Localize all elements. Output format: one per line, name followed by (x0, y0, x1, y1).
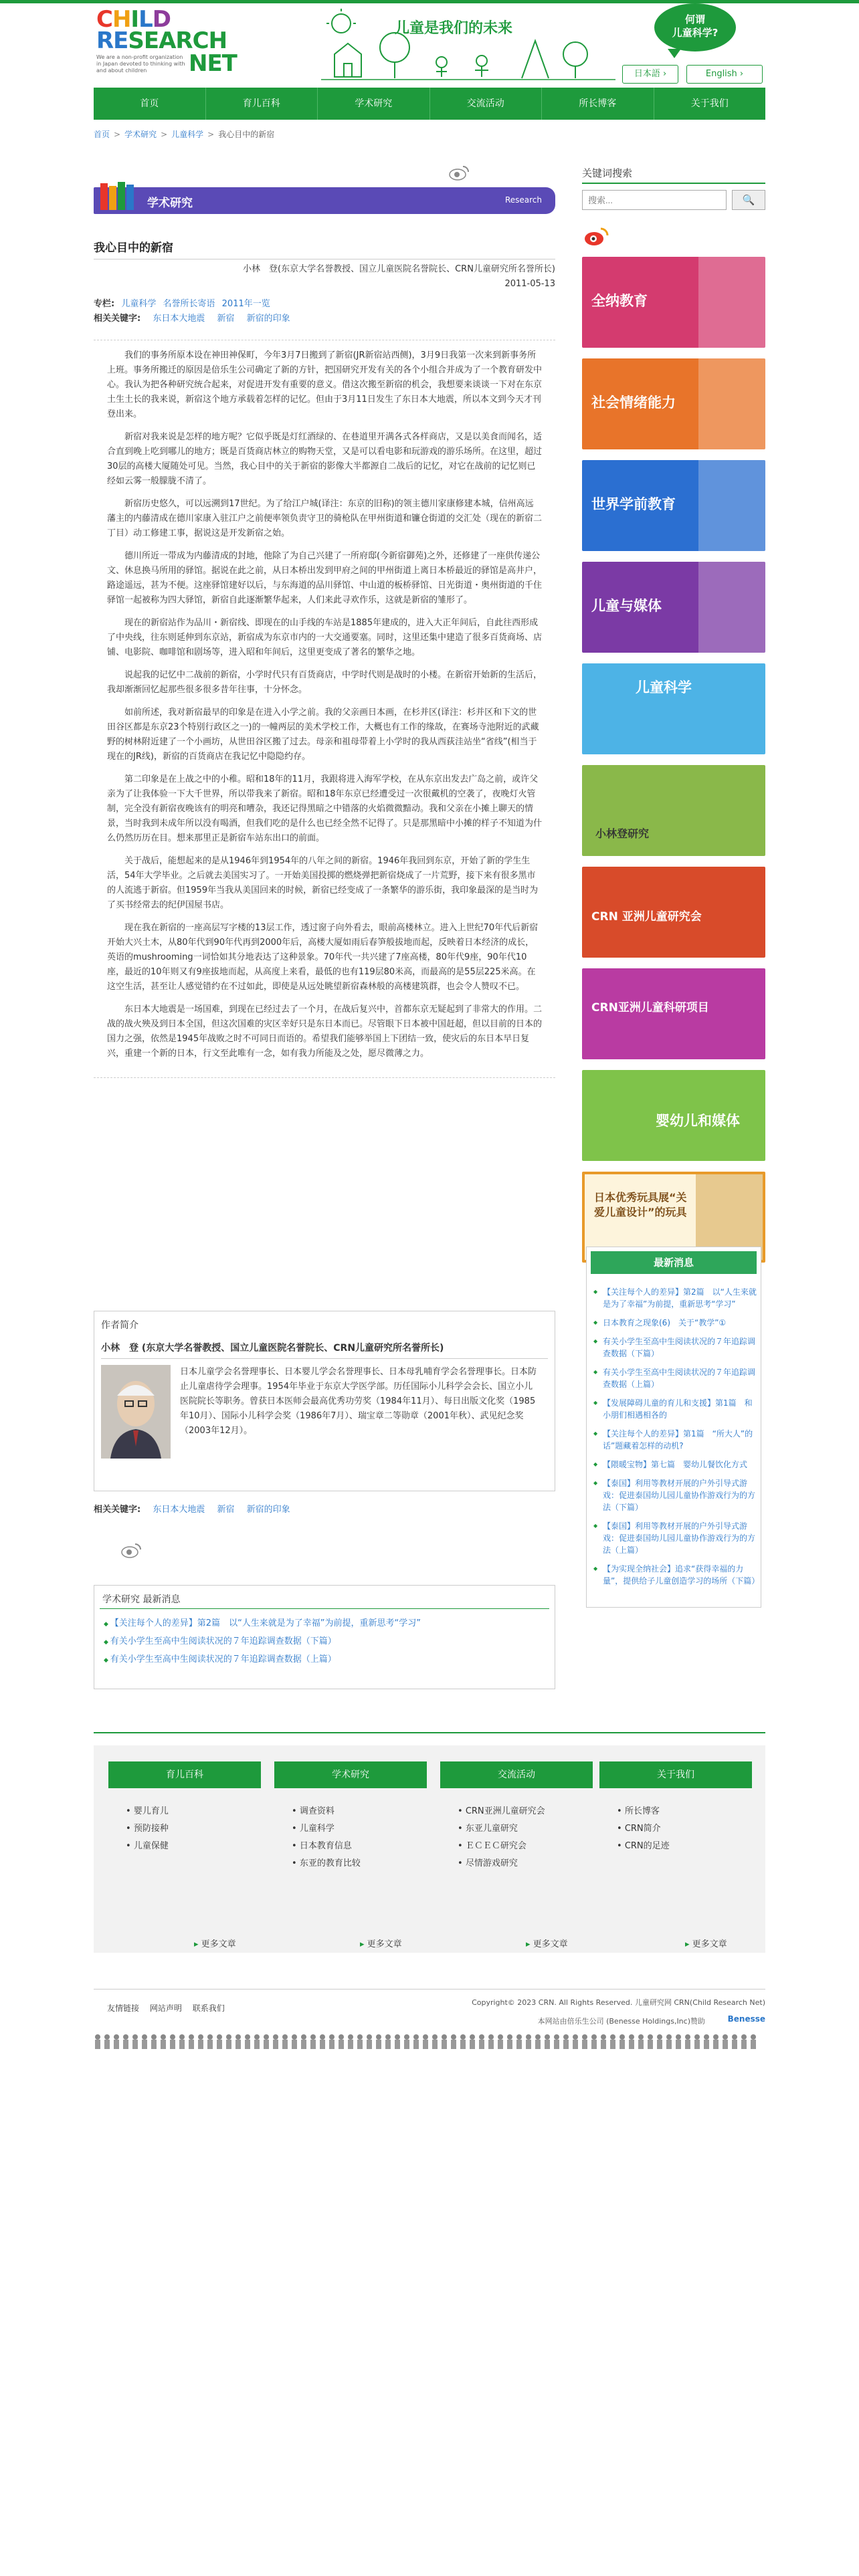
footer-sitemap (94, 1745, 765, 1953)
news-item[interactable]: ◆ 【泰国】利用等教材开展的户外引导式游戏：促进泰国幼儿园儿童协作游戏行为的方法（下篇） (593, 1477, 757, 1513)
article-body (94, 340, 555, 1078)
research-latest-heading: 学术研究 最新消息 (102, 1594, 181, 1605)
article-author: 小林 登(东京大学名誉教授、国立儿童医院名誉院长、CRN儿童研究所名誉所长) (243, 264, 555, 274)
footer-more-link[interactable]: ▸ 更多文章 (526, 1937, 568, 1949)
keyword-link[interactable]: 新宿的印象 (246, 1505, 290, 1515)
footer-link[interactable]: • CRN亚洲儿童研究会 (458, 1803, 593, 1820)
keyword-link[interactable]: 东日本大地震 (153, 314, 205, 324)
promo-label: 全纳教育 (591, 293, 648, 309)
news-item[interactable]: ◆ 【发展障碍儿童的育儿和支援】第1篇 和小朋们相遇相各的 (593, 1397, 757, 1421)
logo-line-1: CHILD (96, 6, 171, 33)
related-keywords-label: 相关关键字: (94, 1505, 141, 1515)
footer-column-about (599, 1761, 752, 1949)
footer-more-link[interactable]: ▸ 更多文章 (360, 1937, 402, 1949)
benesse-logo-text: Benesse (727, 2014, 765, 2024)
promo-kobayashi-research[interactable] (582, 765, 765, 856)
footer-link[interactable]: • 婴儿育儿 (126, 1803, 261, 1820)
promo-label: CRN 亚洲儿童研究会 (591, 910, 702, 924)
sponsor-text: 本网站由倍乐生公司 (Benesse Holdings,Inc)赞助 (537, 2017, 705, 2026)
promo-label: 社会情绪能力 (591, 395, 676, 411)
keywords-label: 相关关键字: (94, 314, 141, 324)
promo-label: 婴幼儿和媒体 (656, 1113, 740, 1129)
footer-link[interactable]: • 东亚的教育比较 (292, 1855, 427, 1872)
promo-label: 日本优秀玩具展“关爱儿童设计”的玩具 (594, 1191, 687, 1218)
promo-label: 儿童与媒体 (591, 598, 662, 614)
weibo-share-icon[interactable] (120, 1542, 142, 1558)
article-paragraph: 东日本大地震是一场国难，到现在已经过去了一个月，在战后复兴中，首都东京无疑起到了非常大的作用。二战的战火殃及到日本全国，但这次国难的灾区幸好只是东日本而已。尽管眼下日本被中国赶超，但以目前的日本的国力之强，依然是1945年战败之时不可同日而语的。希望我们能够举国上下团结一致，使灾后的东日本早日复兴，重建一个新的日本，行文至此唯有一念，如有我力所能及之处，愿尽微薄之力。 (107, 1004, 543, 1059)
footer-column-parenting (108, 1761, 261, 1949)
promo-image (698, 358, 765, 449)
category-label: 专栏: (94, 299, 115, 309)
promo-label: 儿童科学 (636, 679, 692, 695)
benesse-logo (728, 2014, 765, 2024)
weibo-share-icon[interactable] (448, 165, 470, 181)
promo-children-media[interactable] (582, 562, 765, 653)
author-profile-box (94, 1311, 555, 1491)
footer-link[interactable]: • 调查资料 (292, 1803, 427, 1820)
article-paragraph: 关于战后，能想起来的是从1946年到1954年的八年之间的新宿。1946年我回到东京，开始了新的学生生活，54年大学毕业。之后就去美国实习了。一开始美国投掷的燃烧弹把新宿烧成了一片荒野，接下来有很多黑市的人流逃于新宿。但1959年当我从美国回来的时候，新宿已经变成了一条繁华的游乐街，我印象最深的是当时为了买书经常去的纪伊国屋书店。 (107, 856, 539, 910)
english-language-button[interactable]: English › (686, 65, 763, 84)
article-paragraph: 新宿历史悠久，可以远溯到17世纪。为了给江户城(译注：东京的旧称)的领主德川家康修建本城，信州高远藩主的内藤清成在德川家康入驻江户之前便率领负责守卫的骑枪队在甲州街道和镰仓街道的交汇处（现在的新宿二丁目）动工修建工事，据说这是开发新宿之始。 (107, 499, 543, 538)
footer-column-title[interactable]: 学术研究 (274, 1761, 427, 1788)
site-statement-link[interactable]: 网站声明 (149, 2004, 182, 2013)
keyword-link[interactable]: 新宿 (217, 314, 235, 324)
breadcrumb: 首页 > 学术研究 > 儿童科学 > 我心目中的新宿 (94, 130, 275, 139)
weibo-icon[interactable] (582, 225, 610, 247)
news-item[interactable]: ◆ 有关小学生至高中生阅读状况的７年追踪调查数据（下篇） (593, 1335, 757, 1360)
nav-parenting[interactable]: 育儿百科 (206, 88, 318, 120)
news-list (593, 1286, 760, 1594)
list-item[interactable]: ◆ 【关注每个人的差异】第2篇 以“人生来就是为了幸福”为前提，重新思考“学习” (104, 1615, 421, 1633)
footer-column-research (274, 1761, 427, 1949)
site-header (94, 3, 765, 88)
promo-image (698, 460, 765, 551)
nav-research[interactable]: 学术研究 (318, 88, 430, 120)
article-paragraph: 现在我在新宿的一座高层写字楼的13层工作，透过窗子向外看去，眼前高楼林立。进入上世纪70年代后新宿开始大兴土木，从80年代到90年代再到2000年后，高楼大厦如雨后春笋般拔地而起，反映着日本经济的成长，英语的mushrooming一词恰如其分地表达了这种景象。70年代一共兴建了7座高楼，80年代9座，90年代10座，最近的10年则又有9座拔地而起，从高度上来看，最低的也有119层80米高，而最高的是55层225米高。在这空生活，甚至让人感觉错约在不过如此，即使是从远处眺望新宿森林般的高楼建筑群，也会令人赞叹不已。 (107, 923, 539, 992)
promo-image (698, 257, 765, 348)
promo-infant-media[interactable] (582, 1070, 765, 1161)
promo-social-emotional[interactable] (582, 358, 765, 449)
article-date: 2011-05-13 (504, 279, 555, 289)
keyword-link[interactable]: 新宿 (217, 1505, 235, 1515)
search-input[interactable] (582, 190, 727, 210)
breadcrumb-child-science[interactable]: 儿童科学 (171, 130, 204, 139)
footer-column-title[interactable]: 育儿百科 (108, 1761, 261, 1788)
footer-divider (94, 1732, 765, 1733)
logo-line-2: RESEARCH (96, 27, 227, 54)
news-heading: 最新消息 (591, 1251, 757, 1274)
footer-link[interactable]: • ＥＣＥＣ研究会 (458, 1838, 593, 1855)
related-keywords (94, 1502, 290, 1515)
children-fence-decoration-icon (94, 2033, 765, 2050)
author-profile-divider (101, 1358, 548, 1359)
breadcrumb-current: 我心目中的新宿 (218, 130, 275, 139)
logo-line-3: NET (189, 50, 237, 77)
news-item[interactable]: ◆ 【关注每个人的差异】第1篇 “所大人”的话”题藏着怎样的动机? (593, 1428, 757, 1452)
footer-column-title[interactable]: 交流活动 (440, 1761, 593, 1788)
list-item[interactable]: ◆ 有关小学生至高中生阅读状况的７年追踪调查数据（下篇） (104, 1633, 421, 1651)
article-meta (94, 297, 290, 326)
logo-subtitle: We are a non-profit organization in Japan devoted to thinking with and about children (96, 54, 185, 74)
main-nav (94, 88, 765, 120)
keyword-link[interactable]: 新宿的印象 (246, 314, 290, 324)
bottom-divider (94, 1989, 765, 1990)
author-profile-bio: 日本儿童学会名誉理事长、日本婴儿学会名誉理事长、日本母乳哺育学会名誉理事长。日本防止儿童虐待学会理事。1954年毕业于东京大学医学部。历任国际小儿科学会会长、国立小儿医院院长等职务。曾获日本医师会最高优秀功劳奖（1984年11月）、每日出版文化奖（1985年10月）、国际小儿科学会奖（1986年7月）、瑞宝章二等勋章（2001年秋）、武见纪念奖（2003年12月）。 (180, 1367, 537, 1436)
author-portrait-icon (101, 1365, 171, 1459)
what-is-child-science-bubble[interactable] (654, 3, 736, 51)
promo-label: 小林登研究 (595, 827, 650, 840)
site-logo[interactable] (96, 7, 257, 82)
footer-link[interactable]: • 东亚儿童研究 (458, 1820, 593, 1838)
nav-home[interactable]: 首页 (94, 88, 206, 120)
footer-link[interactable]: • 预防接种 (126, 1820, 261, 1838)
promo-world-ece[interactable] (582, 460, 765, 551)
article-paragraph: 说起我的记忆中二战前的新宿，小学时代只有百货商店，中学时代则是战时的小楼。在新宿开始新的生活后，我却渐渐回忆起那些很多很多昔年往事，十分怀念。 (107, 670, 543, 695)
contact-link[interactable]: 联系我们 (192, 2004, 225, 2013)
promo-crn-asia-project[interactable] (582, 968, 765, 1059)
category-link[interactable]: 儿童科学 (121, 299, 157, 309)
article-paragraph: 如前所述，我对新宿最早的印象是在进入小学之前。我的父亲画日本画，在杉并区(译注：杉并区和下文的世田谷区都是东京23个特别行政区之一)的一幢两层的美术学校工作，大概也有工作的缘故，在赛场寺池附近的武藏野的树林附近建了一个小画坊，从世田谷区搬了过去。母亲和祖母带着上小学时的我从西荻洼站坐“省线”(相当于现在的JR线)，新宿的百货商店在我记忆中隐隐约存。 (107, 708, 539, 762)
news-item[interactable]: ◆ 【泰国】利用等教材开展的户外引导式游戏：促进泰国幼儿园儿童协作游戏行为的方法（上篇） (593, 1520, 757, 1556)
section-title: 学术研究 (147, 197, 193, 210)
footer-link[interactable]: • CRN简介 (617, 1820, 752, 1838)
news-item[interactable]: ◆ 日本教育之现象(6) 关于“教学”① (593, 1317, 757, 1329)
article-paragraph: 现在的新宿站作为品川・新宿线、即现在的山手线的车站是1885年建成的，进入大正年间后，自此往西形成了中央线，往东则延伸到东京站，新宿成为东京市内的一大交通要塞。同时，这里还集中建造了很多百货商场、店铺、电影院、咖啡馆和剧场等，进入昭和年间后，这里更变成了著名的繁华之地。 (107, 618, 543, 657)
promo-inclusive-education[interactable] (582, 257, 765, 348)
footer-more-link[interactable]: ▸ 更多文章 (194, 1937, 236, 1949)
article-paragraph: 第二印象是在上战之中的小稚。昭和18年的11月，我跟将进入海军学校，在从东京出发去广岛之前，或许父亲为了让我体验一下大千世界，所以带我来了新宿。昭和18年东京已经遭受过一次很戴机的空袭了，夜晚灯火管制，完全没有新宿夜晚该有的明亮和嘈杂，我还记得黑暗之中错落的火焰微微黯动。我和父亲在小摊上聊天的情景，当时我到未成年所以没有喝酒，但我们吃的是什么也已经全然不记得了。只是那黑暗中小摊的样子不知道为什么仍然历历在目。想来那里正是新宿车站东出口的前面。 (107, 774, 543, 843)
japanese-language-button[interactable]: 日本語 › (622, 65, 678, 84)
promo-label: CRN亚洲儿童科研项目 (591, 1001, 709, 1014)
bottom-links (107, 2002, 233, 2014)
news-item[interactable]: ◆ 【隈暖宝物】第七篇 婴幼儿餐饮化方式 (593, 1459, 757, 1471)
nav-director-blog[interactable]: 所长博客 (542, 88, 654, 120)
nav-about[interactable]: 关于我们 (690, 98, 729, 109)
nav-events[interactable]: 交流活动 (430, 88, 543, 120)
footer-more-link[interactable]: ▸ 更多文章 (685, 1937, 727, 1949)
section-label: Research (504, 195, 542, 205)
research-latest-list (104, 1615, 421, 1669)
list-item[interactable]: ◆ 有关小学生至高中生阅读状况的７年追踪调查数据（上篇） (104, 1651, 421, 1669)
footer-link[interactable]: • 日本教育信息 (292, 1838, 427, 1855)
article-byline (243, 262, 555, 292)
keyword-search-heading: 关键词搜索 (582, 166, 765, 184)
news-item[interactable]: ◆ 【为实现全纳社会】追求“获得幸福的力量”，提供给子儿童创造学习的场所（下篇） (593, 1563, 757, 1587)
footer-column-title[interactable]: 关于我们 (599, 1761, 752, 1788)
breadcrumb-research[interactable]: 学术研究 (124, 130, 157, 139)
article-title: 我心目中的新宿 (94, 238, 555, 259)
copyright-text: Copyright© 2023 CRN. All Rights Reserved. 儿童研究网 CRN(Child Research Net) (472, 1998, 765, 2007)
category-link[interactable]: 名誉所长寄语 (163, 299, 215, 309)
friend-links-link[interactable]: 友情链接 (107, 2004, 140, 2013)
article-paragraph: 我们的事务所原本设在神田神保町，今年3月7日搬到了新宿(JR新宿站西侧)，3月9日我第一次来到新事务所上班。事务所搬迁的原因是倍乐生公司确定了新的方针，把国研究开发有关的各个小组合并成为了一个教育研发中心。我认为把各种研究统合起来，对促进开发有重要的意义。借这次搬至新宿的机会，我想要来谈谈一下对在东京土生土长的我来说，新宿这个地方承载着怎样的记忆。但由于3月11日发生了东日本大地震，所以本文到今天才刊登出来。 (107, 350, 543, 419)
research-latest-box (94, 1585, 555, 1689)
bubble-label: 何谓 儿童科学? (672, 13, 719, 39)
promo-child-science[interactable] (582, 663, 765, 754)
news-item[interactable]: ◆ 有关小学生至高中生阅读状况的７年追踪调查数据（上篇） (593, 1366, 757, 1390)
promo-crn-asia[interactable] (582, 867, 765, 958)
footer-column-events (440, 1761, 593, 1949)
footer-link[interactable]: • 尽情游戏研究 (458, 1855, 593, 1872)
category-link[interactable]: 2011年一览 (221, 299, 270, 309)
section-banner (94, 187, 555, 214)
promo-label: 世界学前教育 (591, 496, 676, 512)
breadcrumb-home[interactable]: 首页 (94, 130, 110, 139)
news-item[interactable]: ◆ 【关注每个人的差异】第2篇 以“人生来就是为了幸福”为前提，重新思考“学习” (593, 1286, 757, 1310)
article-paragraph: 德川所近一带成为内藤清成的封地，他除了为自己兴建了一所府邸(今新宿御苑)之外，还修建了一座供传递公文、休息换马所用的驿馆。据说在此之前，从日本桥出发到甲府之间的甲州街道上离日本桥最近的驿馆是高井户，路途遥远，甚为不便。这座驿馆建好以后，与东海道的品川驿馆、中山道的板桥驿馆、日光街道・奥州街道的千住驿馆一起被称为四大驿馆，新宿自此逐渐繁华起来，人们来此寻欢作乐，这就是新宿的雏形了。 (107, 551, 543, 605)
research-latest-divider (100, 1608, 549, 1609)
footer-link[interactable]: • 儿童科学 (292, 1820, 427, 1838)
site-tagline: 儿童是我们的未来 (395, 20, 513, 37)
search-button[interactable]: 🔍 (732, 190, 765, 210)
promo-image (698, 562, 765, 653)
author-profile-heading: 作者简介 (101, 1320, 138, 1331)
books-icon (99, 181, 136, 213)
author-profile-name: 小林 登 (东京大学名誉教授、国立儿童医院名誉院长、CRN儿童研究所名誉所长) (101, 1343, 444, 1354)
keyword-link[interactable]: 东日本大地震 (153, 1505, 205, 1515)
footer-link[interactable]: • 儿童保健 (126, 1838, 261, 1855)
article-paragraph: 新宿对我来说是怎样的地方呢？它似乎既是灯红酒绿的、在巷道里开满各式各样商店，又是以美食而闻名，适合直到晚上吃到哪儿的地方；既是百货商店林立的购物天堂，又是可以看电影和玩游戏的游乐场所。在这里，超过30层的高楼大厦随处可见。当然，我心目中的关于新宿的影像大半都源自二战后的记忆，对它在战前的记忆则已经如云雾一般朦胧不清了。 (107, 432, 543, 486)
footer-link[interactable]: • CRN的足迹 (617, 1838, 752, 1855)
footer-link[interactable]: • 所长博客 (617, 1803, 752, 1820)
news-box (586, 1247, 761, 1608)
